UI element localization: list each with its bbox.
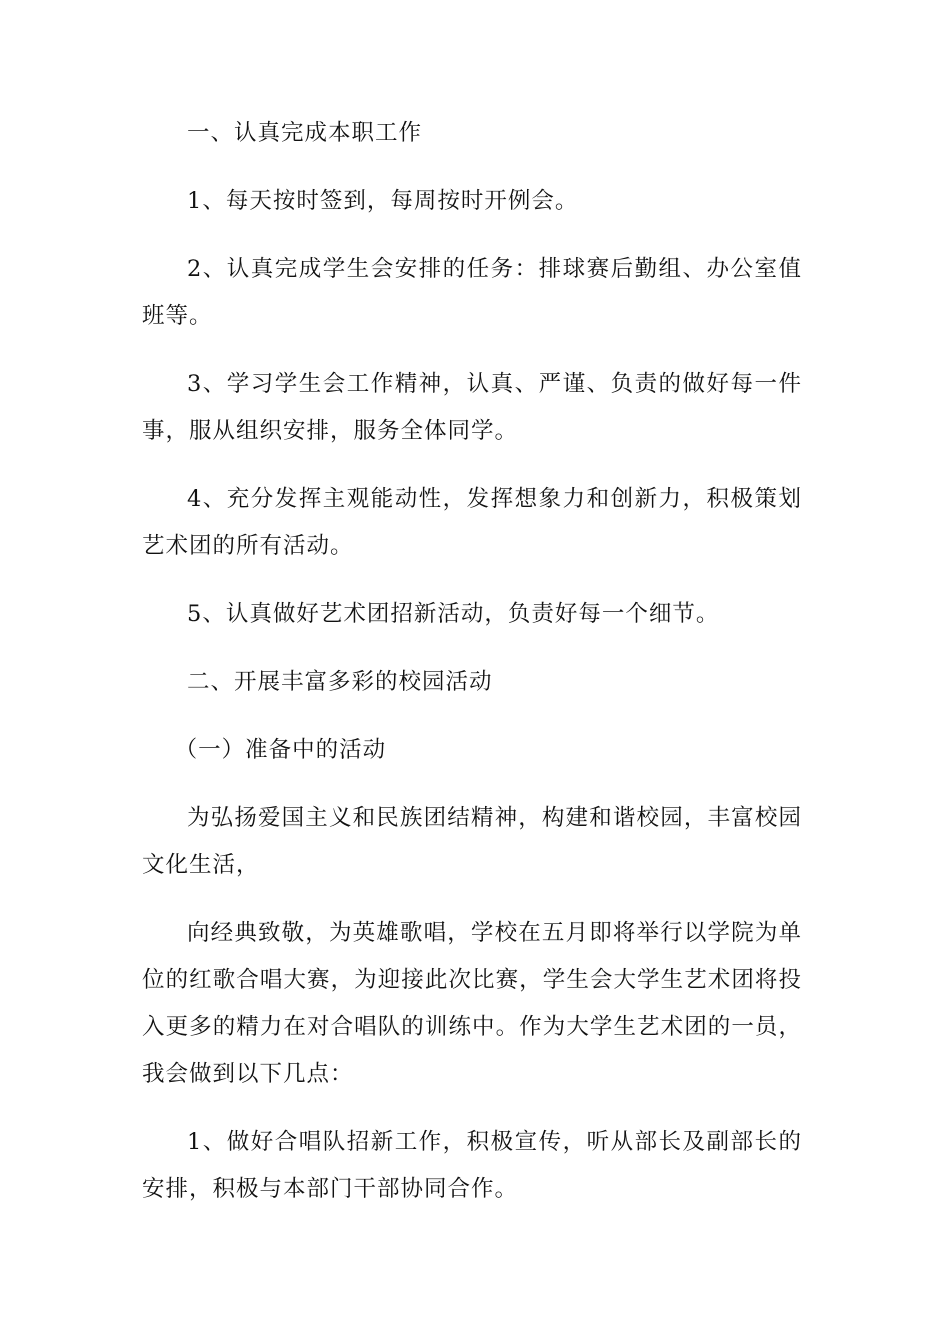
section-heading-1: 一、认真完成本职工作: [187, 120, 423, 146]
list-item-6: 1、做好合唱队招新工作，积极宣传，听从部长及副部长的安排，积极与本部门干部协同合作。: [142, 1129, 802, 1202]
list-item-5: 5、认真做好艺术团招新活动，负责好每一个细节。: [187, 601, 720, 627]
subsection-heading: （一）准备中的活动: [174, 737, 387, 763]
body-paragraph-1: 为弘扬爱国主义和民族团结精神，构建和谐校园，丰富校园文化生活，: [142, 805, 802, 878]
list-item-1: 1、每天按时签到，每周按时开例会。: [187, 188, 579, 214]
section-heading-2: 二、开展丰富多彩的校园活动: [187, 669, 493, 695]
list-item-3: 3、学习学生会工作精神，认真、严谨、负责的做好每一件事，服从组织安排，服务全体同学。: [142, 371, 802, 444]
list-item-2: 2、认真完成学生会安排的任务：排球赛后勤组、办公室值班等。: [142, 256, 802, 329]
list-item-4: 4、充分发挥主观能动性，发挥想象力和创新力，积极策划艺术团的所有活动。: [142, 486, 802, 559]
body-paragraph-2: 向经典致敬，为英雄歌唱，学校在五月即将举行以学院为单位的红歌合唱大赛，为迎接此次比赛，学生会大学生艺术团将投入更多的精力在对合唱队的训练中。作为大学生艺术团的一员，我会做到以下几点：: [142, 920, 802, 1087]
document-body: [142, 110, 802, 1234]
